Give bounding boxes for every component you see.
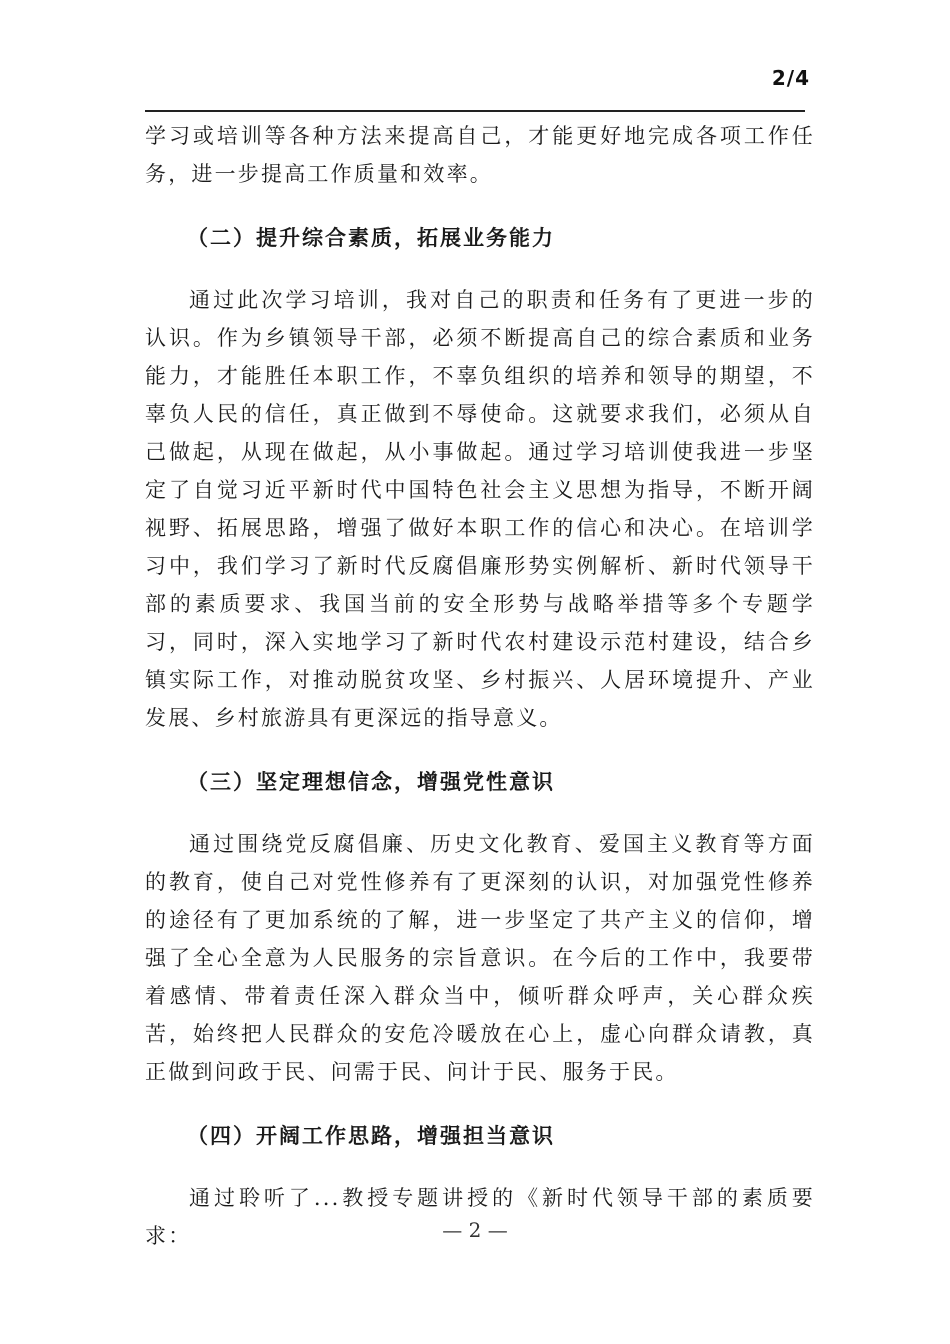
section-heading-2: （二）提升综合素质，拓展业务能力 (187, 226, 555, 250)
paragraph-section-2: 通过此次学习培训，我对自己的职责和任务有了更进一步的认识。作为乡镇领导干部，必须不断提高自己的综合素质和业务能力，才能胜任本职工作，不辜负组织的培养和领导的期望，不辜负人民的信任，真正做到不辱使命。这就要求我们，必须从自己做起，从现在做起，从小事做起。通过学习培训使我进一步坚定了自觉习近平新时代中国特色社会主义思想为指导，不断开阔视野、拓展思路，增强了做好本职工作的信心和决心。在培训学习中，我们学习了新时代反腐倡廉形势实例解析、新时代领导干部的素质要求、我国当前的安全形势与战略举措等多个专题学习，同时，深入实地学习了新时代农村建设示范村建设，结合乡镇实际工作，对推动脱贫攻坚、乡村振兴、人居环境提升、产业发展、乡村旅游具有更深远的指导意义。 (145, 288, 815, 730)
paragraph-section-4: 通过聆听了...教授专题讲授的《新时代领导干部的素质要求： (145, 1186, 815, 1248)
paragraph-continuation: 学习或培训等各种方法来提高自己，才能更好地完成各项工作任务，进一步提高工作质量和效率。 (145, 124, 815, 186)
paragraph-section-3: 通过围绕党反腐倡廉、历史文化教育、爱国主义教育等方面的教育，使自己对党性修养有了更深刻的认识，对加强党性修养的途径有了更加系统的了解，进一步坚定了共产主义的信仰，增强了全心全意为人民服务的宗旨意识。在今后的工作中，我要带着感情、带着责任深入群众当中，倾听群众呼声，关心群众疾苦，始终把人民群众的安危冷暖放在心上，虚心向群众请教，真正做到问政于民、问需于民、问计于民、服务于民。 (145, 832, 815, 1084)
section-heading-4: （四）开阔工作思路，增强担当意识 (187, 1124, 555, 1148)
section-heading-3: （三）坚定理想信念，增强党性意识 (187, 770, 555, 794)
document-body (145, 117, 815, 1255)
footer-page-number: — 2 — (442, 1218, 508, 1242)
page-indicator: 2/4 (771, 66, 810, 90)
header-divider (145, 110, 805, 112)
